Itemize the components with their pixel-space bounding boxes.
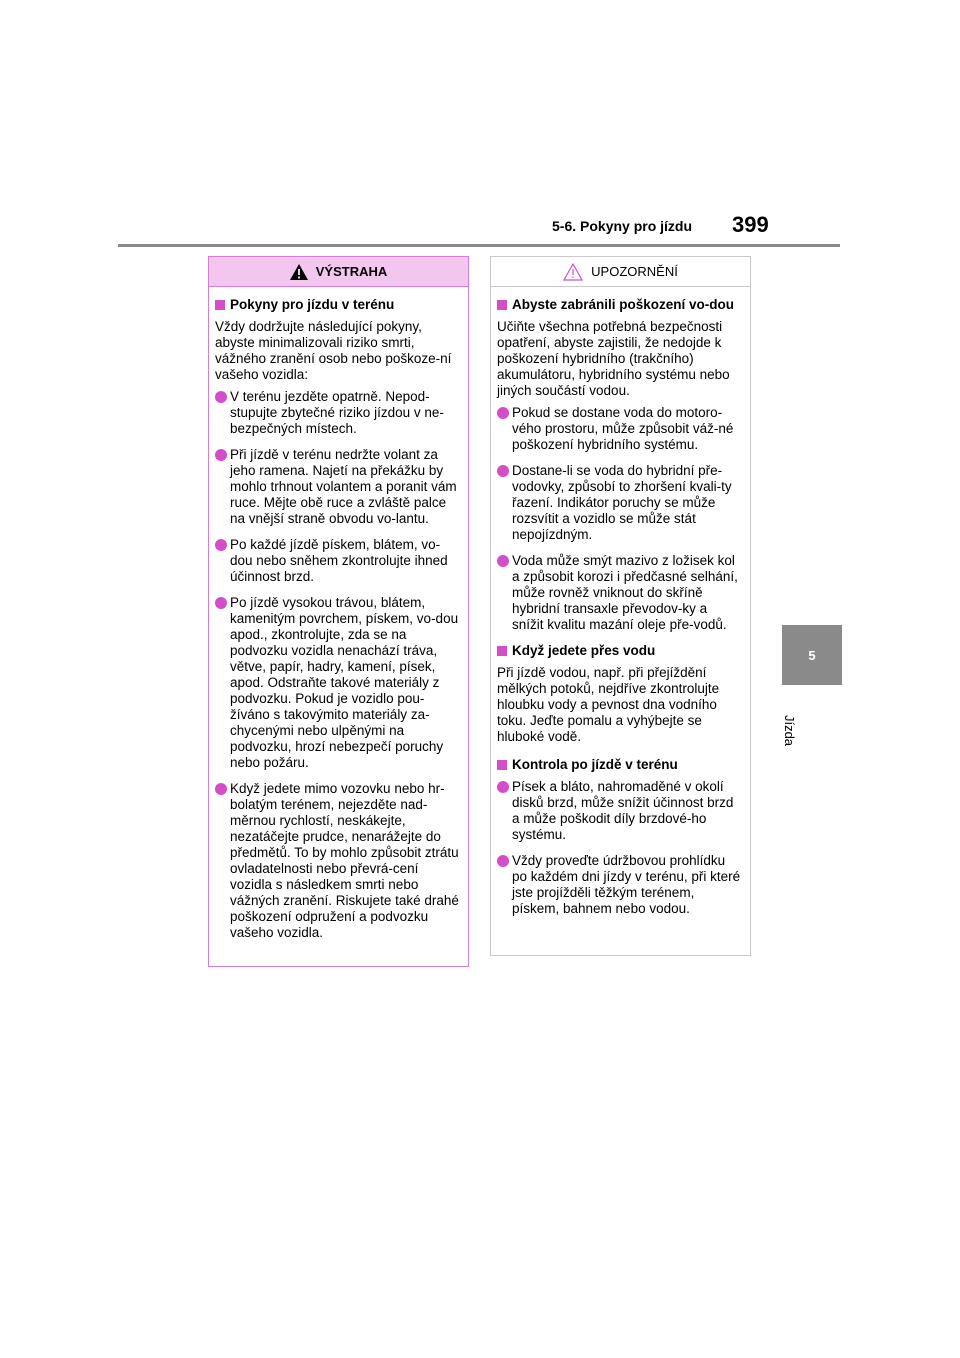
warning-intro: Vždy dodržujte následující pokyny, abyste minimalizovali riziko smrti, vážného zranění osob nebo poškoze-ní vašeho vozidla:: [215, 319, 452, 382]
bullet-icon: [497, 407, 509, 419]
square-bullet-icon: [497, 760, 507, 770]
warning-section-title: Pokyny pro jízdu v terénu: [230, 297, 395, 312]
bullet-icon: [215, 449, 227, 461]
list-item: [215, 595, 460, 771]
list-item: [215, 781, 460, 941]
notice-header: [491, 257, 750, 287]
list-item: [497, 405, 742, 453]
notice-section-heading: [497, 643, 742, 659]
bullet-icon: [215, 597, 227, 609]
caution-triangle-icon: [563, 263, 583, 281]
notice-section-intro: Učiňte všechna potřebná bezpečnosti opatření, abyste zajistili, že nedojde k poškození hybridního (trakčního) akumulátoru, hybridního systému nebo jiných součástí vodou.: [497, 319, 730, 398]
chapter-label: [770, 700, 810, 760]
list-item-text: Po jízdě vysokou trávou, blátem, kamenitým povrchem, pískem, vo-dou apod., zkontrolujte, zda se na podvozku vozidla nenachází tráva, větve, papír, hadry, kamení, písek, apod. Odstraňte takové materiály z podvozku. Pokud je vozidlo pou-žíváno s takovýmito materiály za-chycenými nebo ulpěnými na podvozku, hrozí nebezpečí poruchy nebo požáru.: [230, 595, 459, 770]
list-item-text: Písek a bláto, nahromaděné v okolí disků brzd, může snížit účinnost brzd a může poškodit díly brzdové-ho systému.: [512, 779, 734, 842]
bullet-icon: [497, 855, 509, 867]
bullet-icon: [215, 539, 227, 551]
square-bullet-icon: [215, 300, 225, 310]
bullet-icon: [215, 391, 227, 403]
bullet-icon: [497, 781, 509, 793]
list-item: [215, 447, 460, 527]
list-item-text: Když jedete mimo vozovku nebo hr-bolatým terénem, nejezděte nad-měrnou rychlostí, neskákejte, nezatáčejte prudce, nenarážejte do předmětů. To by mohlo způsobit ztrátu ovladatelnosti nebo převrá-cení vozidla s následkem smrti nebo vážných zranění. Riskujete také drahé poškození odpružení a podvozku vašeho vozidla.: [230, 781, 459, 940]
warning-header: [209, 257, 468, 287]
list-item: [497, 853, 742, 917]
notice-section-intro: Při jízdě vodou, např. při přejíždění mělkých potoků, nejdříve zkontrolujte hloubku vody a pevnost dna vodního toku. Jeďte pomalu a vyhýbejte se hluboké vodě.: [497, 665, 720, 744]
square-bullet-icon: [497, 300, 507, 310]
page-number: 399: [732, 212, 769, 237]
notice-section-heading: [497, 297, 742, 313]
notice-section-title: Když jedete přes vodu: [512, 643, 656, 658]
notice-section-title: Abyste zabránili poškození vo-dou: [512, 297, 735, 312]
header-rule: [118, 244, 840, 247]
chapter-label-text: Jízda: [782, 714, 798, 746]
bullet-icon: [497, 465, 509, 477]
list-item-text: Po každé jízdě pískem, blátem, vo-dou nebo sněhem zkontrolujte ihned účinnost brzd.: [230, 537, 448, 584]
list-item: [497, 553, 742, 633]
section-title: 5-6. Pokyny pro jízdu: [552, 218, 693, 234]
warning-title: VÝSTRAHA: [315, 263, 388, 279]
notice-title: UPOZORNĚNÍ: [591, 263, 678, 279]
list-item-text: Vždy proveďte údržbovou prohlídku po každém dni jízdy v terénu, při které jste projížděli těžkým terénem, pískem, bahnem nebo vodou.: [512, 853, 741, 916]
notice-box: [490, 256, 751, 956]
square-bullet-icon: [497, 646, 507, 656]
list-item: [497, 779, 742, 843]
warning-box: [208, 256, 469, 967]
list-item-text: Při jízdě v terénu nedržte volant za jeho ramena. Najetí na překážku by mohlo trhnout volantem a poranit vám ruce. Mějte obě ruce a zvláště palce na vnější straně obvodu vo-lantu.: [230, 447, 457, 526]
list-item-text: Voda může smýt mazivo z ložisek kol a způsobit korozi i předčasné selhání, může rovněž vniknout do skříně hybridní transaxle převodov-ky a snížit kvalitu mazání oleje pře-vodů.: [512, 553, 738, 632]
notice-section-heading: [497, 757, 742, 773]
list-item: [215, 389, 460, 437]
notice-section-title: Kontrola po jízdě v terénu: [512, 757, 678, 772]
list-item: [215, 537, 460, 585]
chapter-number: 5: [808, 647, 816, 663]
warning-triangle-icon: [290, 264, 308, 280]
chapter-tab[interactable]: [782, 625, 842, 685]
bullet-icon: [497, 555, 509, 567]
list-item: [497, 463, 742, 543]
list-item-text: V terénu jezděte opatrně. Nepod-stupujte zbytečné riziko jízdou v ne-bezpečných místech.: [230, 389, 444, 436]
list-item-text: Dostane-li se voda do hybridní pře-vodovky, způsobí to zhoršení kvali-ty řazení. Indikátor poruchy se může rozsvítit a vozidlo se může stát nepojízdným.: [512, 463, 732, 542]
bullet-icon: [215, 783, 227, 795]
list-item-text: Pokud se dostane voda do motoro-vého prostoru, může způsobit váž-né poškození hybridního systému.: [512, 405, 734, 452]
warning-section-heading: [215, 297, 460, 313]
